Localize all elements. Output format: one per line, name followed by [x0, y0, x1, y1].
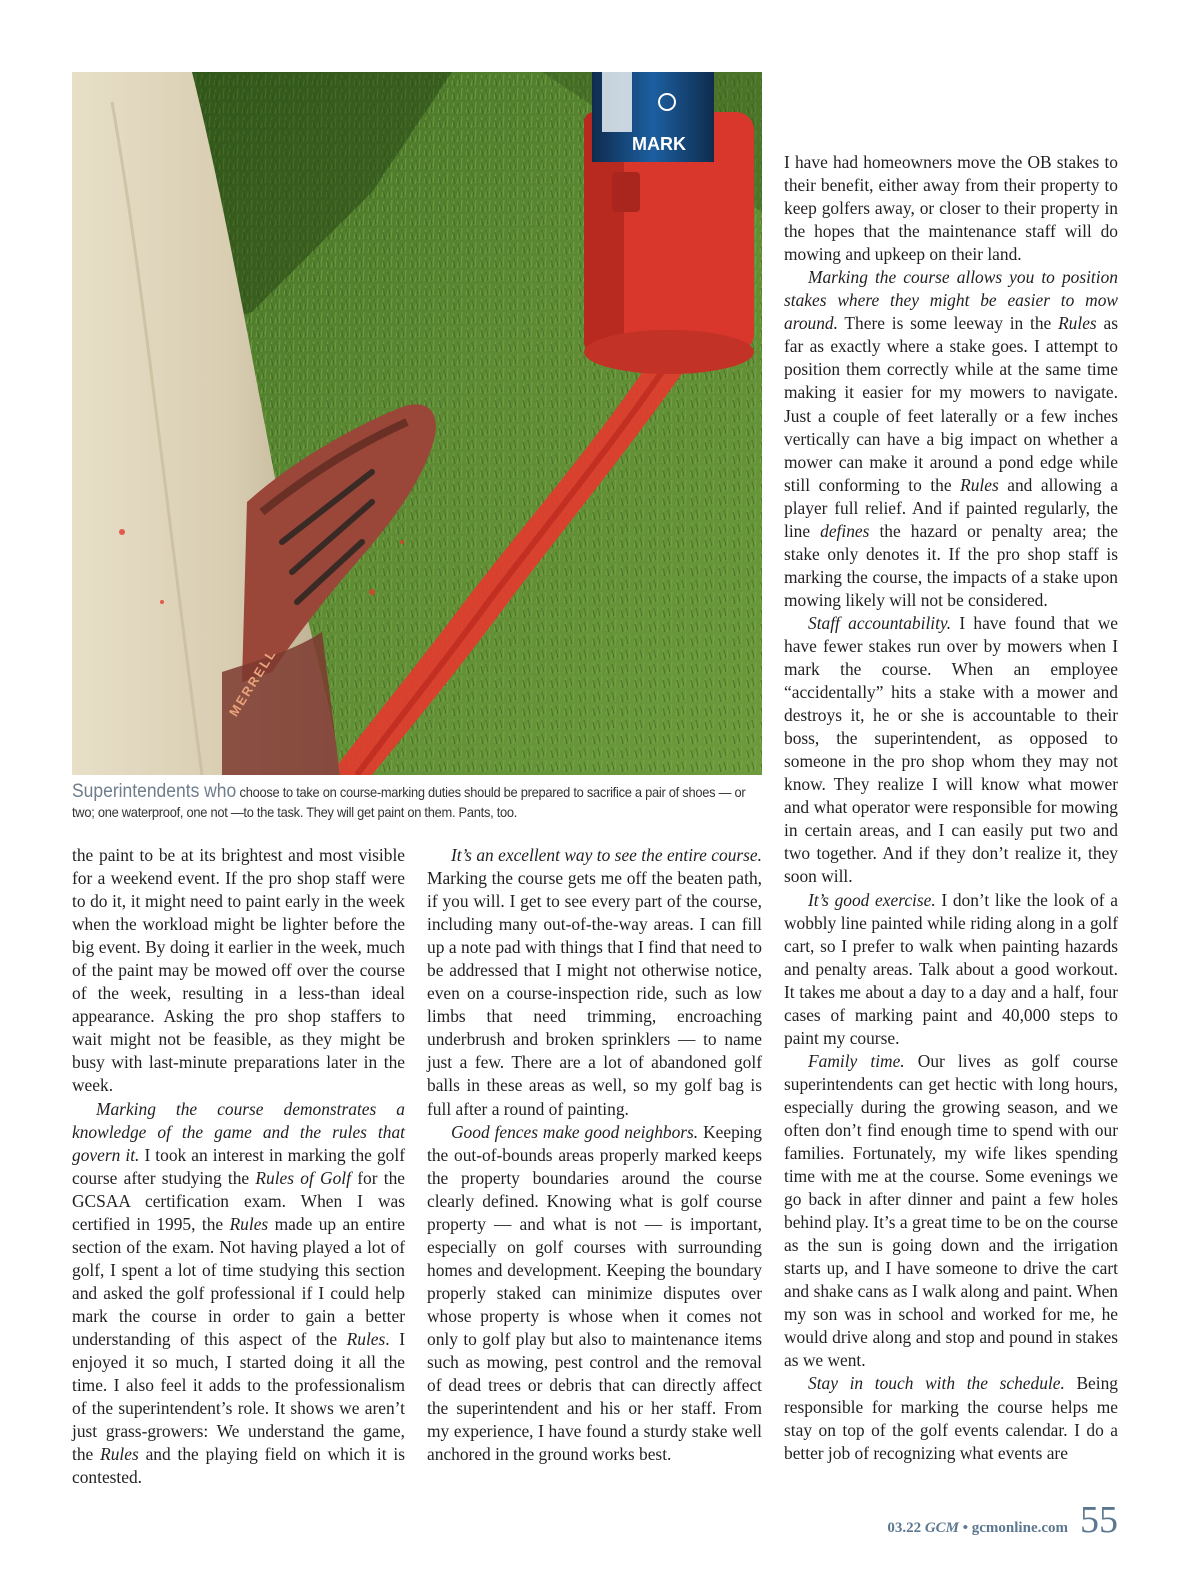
section-lead: It’s good exercise. — [808, 889, 936, 910]
caption-lead: Superintendents who — [72, 781, 237, 802]
section-lead: Staff accountability. — [808, 612, 952, 633]
caption-body: choose to take on course-marking duties should be prepared to sacrifice a pair of shoes — or two; one waterproof, one not —to the task. They will get paint on them. Pants, too. — [72, 784, 746, 820]
section-lead: Marking the course demonstrates a knowledge of the game and the rules that govern it. — [72, 1098, 405, 1165]
paragraph: It’s good exercise. I don’t like the look of a wobbly line painted while riding along in a golf cart, so I prefer to walk when painting hazards and penalty areas. Talk about a good workout. It takes me about a day to a day and a half, four cases of marking paint and 40,000 steps to paint my course. — [784, 889, 1118, 1048]
section-lead: Marking the course allows you to position stakes where they might be easier to mow around. — [784, 267, 1118, 334]
paragraph: Good fences make good neighbors. Keeping the out-of-bounds areas properly marked keeps the property boundaries around the course clearly defined. Knowing what is golf course property — and what is not — is important, especially on golf courses with surrounding homes and development. Keeping the boundary properly staked can minimize disputes over whose property is whose when it comes not only to golf play but also to maintenance items such as mowing, pest control and the removal of dead trees or debris that can directly affect the superintendent and his or her staff. From my experience, I have found a sturdy stake well anchored in the ground works best. — [427, 1121, 763, 1465]
paragraph: I have had homeowners move the OB stakes to their benefit, either away from their property to keep golfers away, or closer to their property in the hopes that the maintenance staff will do mowing and upkeep on their land. — [784, 152, 1118, 265]
paragraph: Family time. Our lives as golf course superintendents can get hectic with long hours, especially during the growing season, and we often don’t find enough time to spend with our families. Fortunately, my wife likes spending time with me at the course. Some evenings we go back in after dinner and paint a few holes behind play. It’s a great time to be on the course as the sun is going down and the irrigation starts up, and I have someone to drive the cart and shake cans as I walk along and paint. When my son was in school and worked for me, he would drive along and stop and pound in stakes as we went. — [784, 1050, 1118, 1371]
can-label: MARK — [632, 134, 686, 154]
section-lead: Good fences make good neighbors. — [451, 1121, 699, 1142]
paragraph: Stay in touch with the schedule. Being responsible for marking the course helps me stay on top of the golf events calendar. I do a better job of recognizing what events are — [784, 1373, 1118, 1463]
spray-can — [592, 72, 714, 162]
section-lead: Family time. — [808, 1050, 905, 1071]
website-link[interactable]: gcmonline.com — [971, 1520, 1068, 1536]
paragraph: Staff accountability. I have found that we have fewer stakes run over by mowers when I mark the course. When an employee “accidentally” hits a stake with a mower and destroys it, he or she is accountable to their boss, the superintendent, as opposed to someone in the pro shop whom they may not know. They realize I will know what mower and what operator were responsible for mowing in certain areas, and I can easily put two and two together. And if they don’t realize it, they soon will. — [784, 612, 1118, 887]
paragraph: Marking the course allows you to position stakes where they might be easier to mow around. There is some leeway in the Rules as far as exactly where a stake goes. I attempt to position them correctly while at the same time making it easier for my mowers to navigate. Just a couple of feet laterally or a few inches vertically can have a big impact on whether a mower can make it around a pond edge while still conforming to the Rules and allowing a player full relief. And if painted regularly, the line defines the hazard or penalty area; the stake only denotes it. If the pro shop staff is marking the course, the impacts of a stake upon mowing likely will not be considered. — [784, 267, 1118, 610]
article-column-3 — [784, 151, 1118, 1465]
magazine-name: GCM — [924, 1520, 959, 1536]
photo-illustration — [72, 72, 762, 775]
issue-info — [887, 1520, 1068, 1537]
paragraph: Marking the course demonstrates a knowledge of the game and the rules that govern it. I took an interest in marking the golf course after studying the Rules of Golf for the GCSAA certification exam. When I was certified in 1995, the Rules made up an entire section of the exam. Not having played a lot of golf, I spent a lot of time studying this section and asked the golf professional if I could help mark the course in order to gain a better understanding of this aspect of the Rules. I enjoyed it so much, I started doing it all the time. I also feel it adds to the professionalism of the superintendent’s role. It shows we aren’t just grass-growers: We understand the game, the Rules and the playing field on which it is contested. — [72, 1098, 406, 1488]
paragraph: the paint to be at its brightest and most visible for a weekend event. If the pro shop staff were to do it, it might need to paint early in the week when the workload might be lighter before the big event. By doing it earlier in the week, much of the paint may be mowed off over the course of the week, resulting in a less-than ideal appearance. Asking the pro shop staffers to wait might not be feasible, as they might be busy with last-minute preparations later in the week. — [72, 845, 405, 1096]
shoe-brand: MERRELL — [225, 645, 280, 720]
article-column-1 — [72, 844, 405, 1489]
page-footer — [887, 1498, 1118, 1542]
article-photo — [72, 72, 762, 775]
section-lead: Stay in touch with the schedule. — [808, 1373, 1065, 1394]
photo-caption — [72, 782, 767, 822]
paragraph: It’s an excellent way to see the entire course. Marking the course gets me off the beaten path, if you will. I get to see every part of the course, including many out-of-the-way areas. I can fill up a note pad with things that I find that need to be addressed that I might not otherwise notice, even on a course-inspection ride, such as low limbs that need trimming, encroaching underbrush and broken sprinklers — to name just a few. There are a lot of abandoned golf balls in these areas as well, so my golf bag is full after a round of painting. — [427, 845, 762, 1119]
bullet: • — [962, 1520, 969, 1536]
issue-date: 03.22 — [887, 1520, 922, 1536]
section-lead: It’s an excellent way to see the entire course. — [451, 845, 762, 865]
page-number: 55 — [1080, 1499, 1118, 1541]
article-column-2 — [427, 844, 762, 1466]
